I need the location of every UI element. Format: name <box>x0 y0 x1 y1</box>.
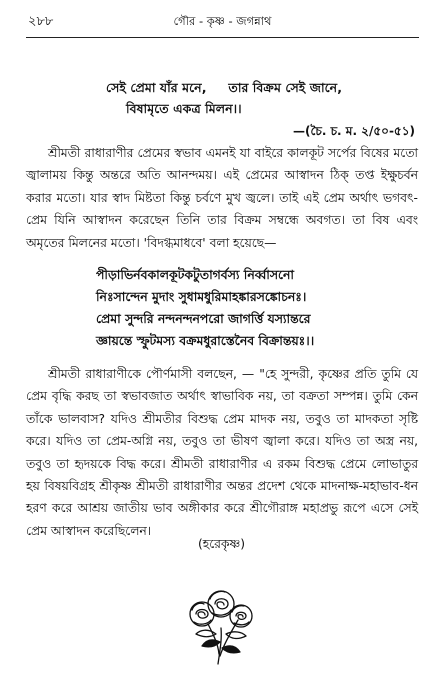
signoff: (হরেকৃষ্ণ) <box>197 537 246 551</box>
sanskrit-line-4: জ্ঞায়ন্তে স্ফুটমস্য বক্রমধুরাস্তেনৈব বিক্রান্তয়ঃ।। <box>96 333 315 348</box>
page-number: ২৮৮ <box>28 14 54 29</box>
sanskrit-line-2: নিঃসান্দেন মুদাং সুধামধুরিমাহঙ্কারসঙ্কোচনঃ। <box>96 289 307 304</box>
sanskrit-verse <box>96 264 314 352</box>
running-title: গৌর - কৃষ্ণ - জগন্নাথ <box>173 14 272 28</box>
verse-line-2: বিষামৃতে একত্র মিলন।। <box>126 101 242 116</box>
rose-flower-icon <box>178 584 264 668</box>
header-rule <box>26 37 419 38</box>
verse-line-1: সেই প্রেমা যাঁর মনে, তার বিক্রম সেই জানে, <box>106 80 342 95</box>
sanskrit-line-3: প্রেমা সুন্দরি নন্দনন্দনপরো জাগর্ত্তি যস্যান্তরে <box>96 311 311 326</box>
running-head <box>28 10 417 32</box>
verse-reference: —(চৈ. চ. ম. ২/৫০-৫১) <box>293 124 415 138</box>
paragraph-1: শ্রীমতী রাধারাণীর প্রেমের স্বভাব এমনই যা বাইরে কালকূট সর্পের বিষের মতো জ্বালাময় কিন্তু অন্তরে অতি আনন্দময়। এই প্রেমের আস্বাদন ঠিক্‌ তপ্ত ইক্ষুচর্বন করার মতো। যার স্বাদ মিষ্টতা কিন্তু চর্বণে মুখ জ্বলে। তাই এই প্রেম অর্থাৎ ভগবৎ-প্রেম যিনি আস্বাদন করেছেন তিনি তার বিক্রম সম্বন্ধে অবগত। তা বিষ এবং অমৃতের মিলনের মতো। 'বিদগ্ধমাধবে' বলা হয়েছে— <box>26 146 418 250</box>
sanskrit-line-1: পীড়াভির্নবকালকূটকটুতাগর্বস্য নির্ব্বাসনো <box>96 267 295 282</box>
paragraph-2: শ্রীমতী রাধারাণীকে পৌর্ণমাসী বলছেন, — "হে সুন্দরী, কৃষ্ণের প্রতি তুমি যে প্রেম বৃদ্ধি করছ তা স্বভাবজাত অর্থাৎ স্বাভাবিক নয়, তা বক্রতা সম্পন্ন। তুমি কেন তাঁকে ভালবাস? যদিও শ্রীমতীর বিশুদ্ধ প্রেম মাদক নয়, তবুও তা মাদকতা সৃষ্টি করে। যদিও তা প্রেম-অগ্নি নয়, তবুও তা ভীষণ জ্বালা করে। যদিও তা অস্ত্র নয়, তবুও তা হৃদয়কে বিদ্ধ করে। শ্রীমতী রাধারাণীর এ রকম বিশুদ্ধ প্রেমে লোভাতুর হয় বিষয়বিগ্রহ শ্রীকৃষ্ণ শ্রীমতী রাধারাণীর অন্তর প্রদেশ থেকে মাদনাক্ষ-মহাভাব-ধন হরণ করে আশ্রয় জাতীয় ভাব অঙ্গীকার করে শ্রীগৌরাঙ্গ মহাপ্রভু রূপে এসে সেই প্রেম আস্বাদন করেছিলেন। <box>26 367 418 538</box>
